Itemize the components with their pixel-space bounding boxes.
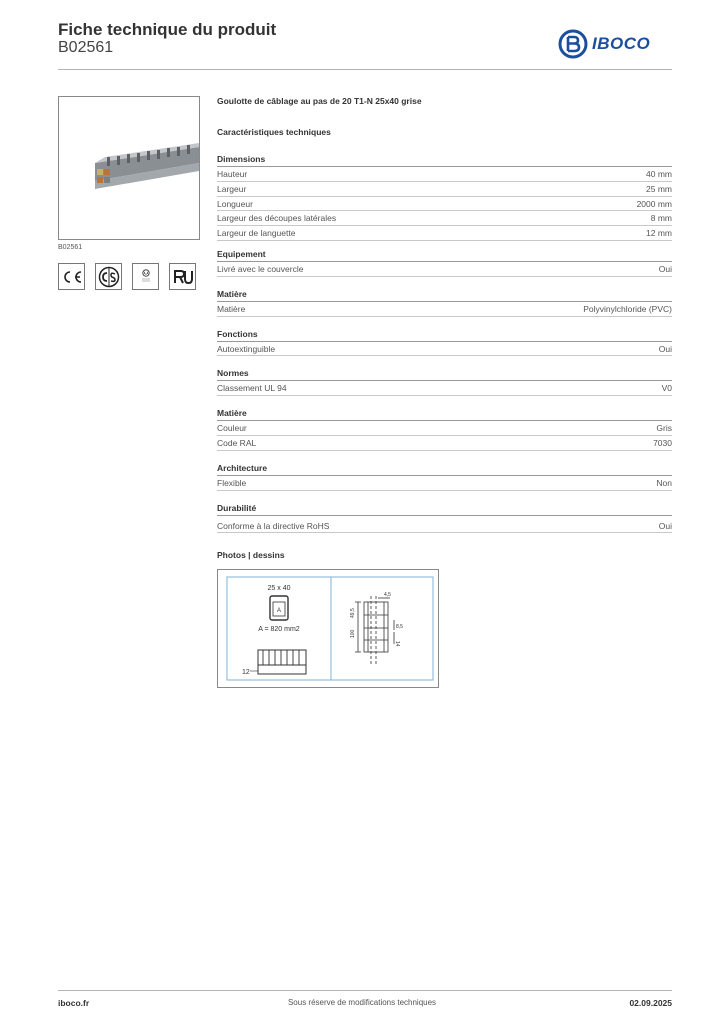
drawing-dim-2: 49,5 <box>350 608 356 618</box>
certification-marks <box>58 263 196 290</box>
spec-row: Livré avec le couvercle Oui <box>217 262 672 277</box>
footer-divider <box>58 990 672 991</box>
photos-title: Photos | dessins <box>217 550 285 560</box>
csa-mark-icon <box>95 263 122 290</box>
drawing-size-label: 25 x 40 <box>267 585 291 592</box>
spec-group-fonctions <box>217 328 672 357</box>
group-title: Matière <box>217 407 672 421</box>
group-title: Dimensions <box>217 153 672 167</box>
iboco-logo-icon <box>558 29 588 59</box>
group-title: Matière <box>217 288 672 302</box>
spec-row: Largeur de languette 12 mm <box>217 226 672 241</box>
spec-group-matiere <box>217 288 672 317</box>
drawing-area-letter: A <box>276 608 282 614</box>
photo-caption: B02561 <box>58 244 83 251</box>
group-title: Architecture <box>217 462 672 476</box>
product-photo <box>58 96 200 240</box>
page-title: Fiche technique du produit <box>58 20 277 39</box>
spec-row: Flexible Non <box>217 476 672 491</box>
spec-row: Couleur Gris <box>217 421 672 436</box>
spec-row: Autoextinguible Oui <box>217 342 672 357</box>
spec-row: Code RAL 7030 <box>217 436 672 451</box>
spec-group-normes <box>217 367 672 396</box>
drawing-area-label: A = 820 mm2 <box>258 626 300 633</box>
technical-drawing <box>217 569 439 688</box>
header-divider <box>58 69 672 70</box>
brand-logo <box>558 29 650 59</box>
spec-group-architecture <box>217 462 672 491</box>
spec-group-matiere-couleur <box>217 407 672 451</box>
ul-component-mark-icon <box>132 263 159 290</box>
ru-recognized-mark-icon <box>169 263 196 290</box>
spec-row: Largeur des découpes latérales 8 mm <box>217 211 672 226</box>
spec-row: Largeur 25 mm <box>217 182 672 197</box>
spec-row: Conforme à la directive RoHS Oui <box>217 519 672 534</box>
spec-group-dimensions <box>217 153 672 241</box>
drawing-tab-label: 12 <box>242 669 250 676</box>
spec-row: Longueur 2000 mm <box>217 197 672 212</box>
group-title: Normes <box>217 367 672 381</box>
spec-row: Matière Polyvinylchloride (PVC) <box>217 302 672 317</box>
group-title: Durabilité <box>217 502 672 516</box>
spec-group-durabilite <box>217 502 672 534</box>
drawing-dim-4: 8,5 <box>396 624 403 630</box>
group-title: Fonctions <box>217 328 672 342</box>
group-title: Equipement <box>217 248 672 262</box>
spec-content <box>217 96 672 533</box>
drawing-dim-1: 4,5 <box>384 592 391 598</box>
section-title: Caractéristiques techniques <box>217 127 331 137</box>
footer-notice: Sous réserve de modifications techniques <box>287 998 437 1007</box>
ce-mark-icon <box>58 263 85 290</box>
cable-duct-image <box>59 97 199 239</box>
drawing-dim-3: 100 <box>350 629 356 638</box>
spec-group-equipement <box>217 248 672 277</box>
spec-row: Classement UL 94 V0 <box>217 381 672 396</box>
brand-name: IBOCO <box>592 34 651 53</box>
footer-website: iboco.fr <box>58 998 90 1008</box>
product-name: Goulotte de câblage au pas de 20 T1-N 25x40 grise <box>217 96 422 106</box>
drawing-dim-5: 14 <box>394 641 400 647</box>
product-code: B02561 <box>58 39 114 56</box>
spec-row: Hauteur 40 mm <box>217 167 672 182</box>
footer-date: 02.09.2025 <box>629 998 672 1008</box>
